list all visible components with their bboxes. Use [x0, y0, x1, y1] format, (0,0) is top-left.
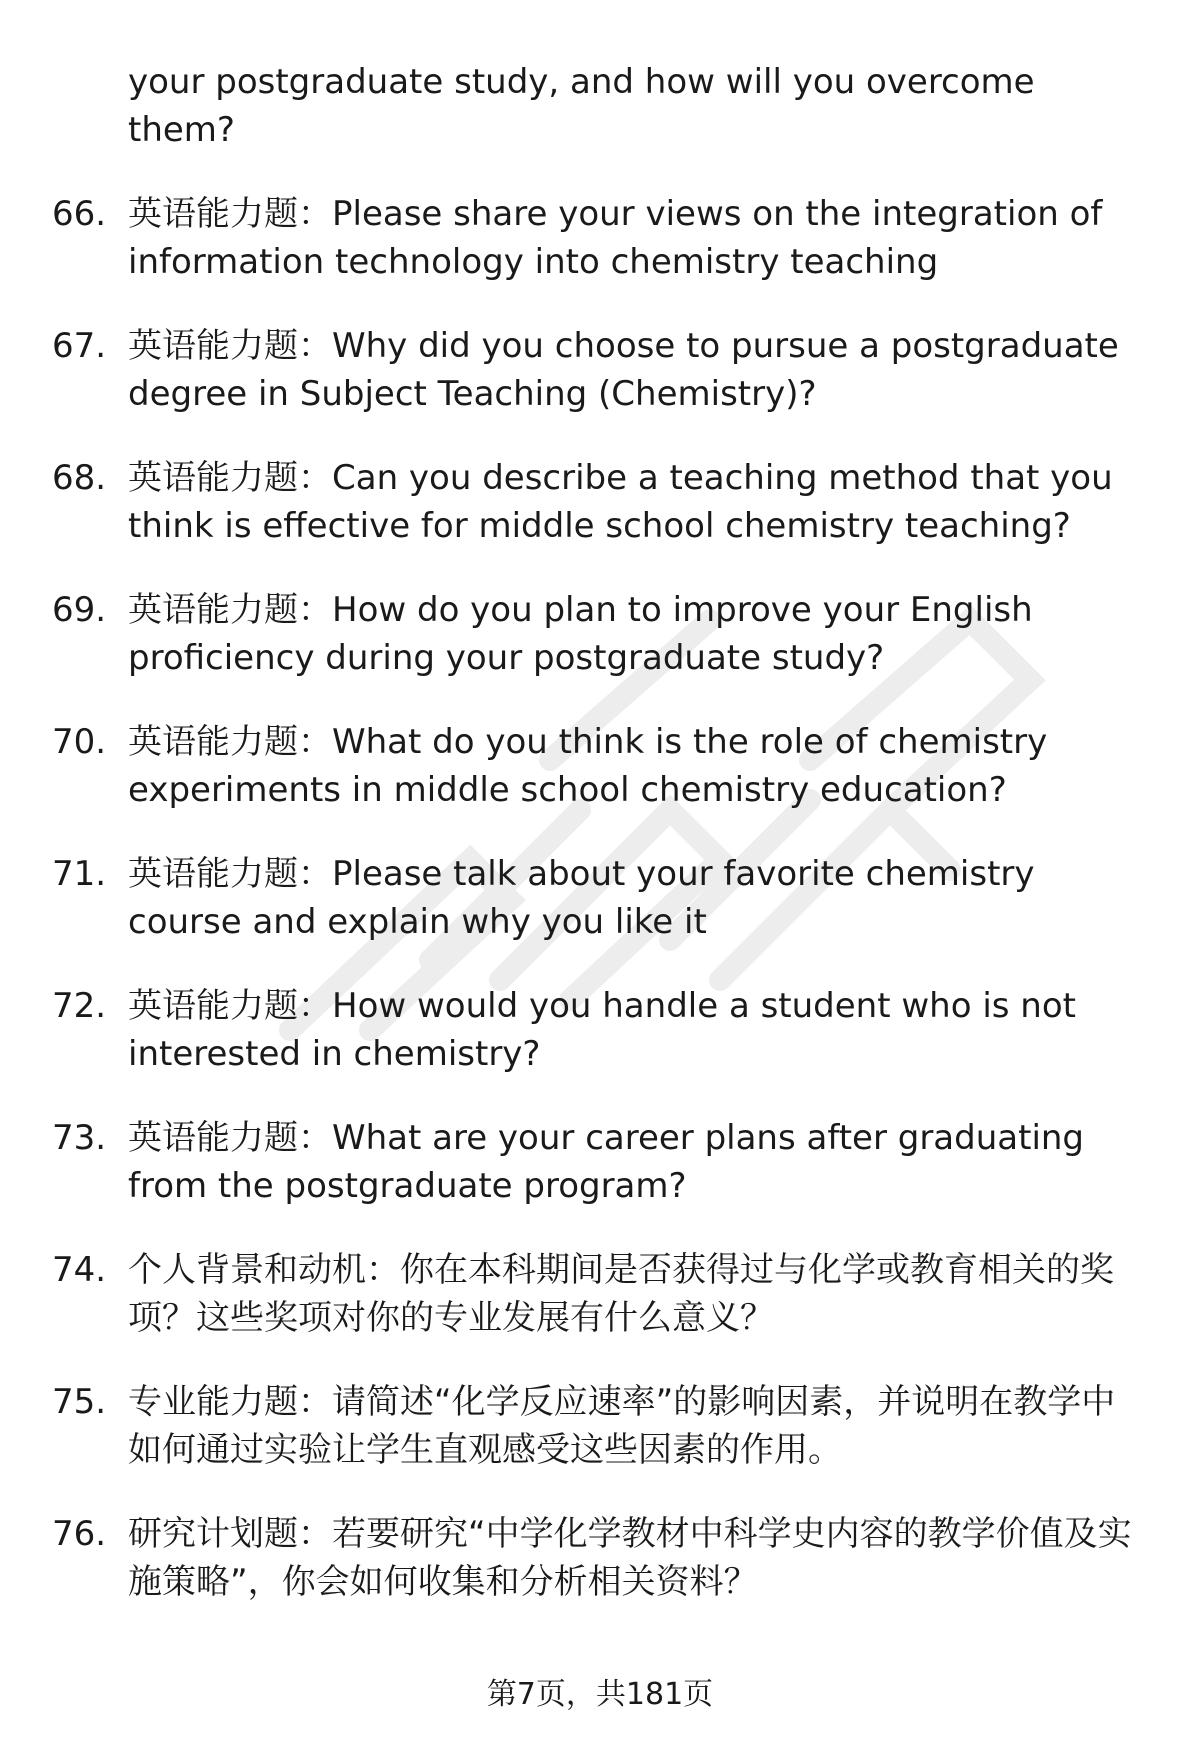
question-number: 72.	[52, 986, 107, 1026]
question-item	[0, 1246, 1200, 1378]
question-text: 英语能力题：What are your career plans after graduating from the postgraduate program?	[128, 1118, 1085, 1206]
question-number: 68.	[52, 458, 107, 498]
question-item	[0, 982, 1200, 1114]
question-number: 74.	[52, 1250, 107, 1290]
question-number: 67.	[52, 326, 107, 366]
question-text: 英语能力题：What do you think is the role of chemistry experiments in middle school chemistry education?	[128, 722, 1048, 810]
question-text: 英语能力题：Can you describe a teaching method that you think is effective for middle school chemistry teaching?	[128, 458, 1113, 546]
question-item	[0, 1510, 1200, 1642]
question-number: 70.	[52, 722, 107, 762]
question-item	[0, 1114, 1200, 1246]
page-number-footer: 第7页，共181页	[486, 1677, 714, 1712]
question-list	[0, 190, 1200, 1642]
question-number: 75.	[52, 1382, 107, 1422]
question-text: 个人背景和动机：你在本科期间是否获得过与化学或教育相关的奖项？这些奖项对你的专业发展有什么意义？	[128, 1250, 1114, 1338]
question-text: 英语能力题：Why did you choose to pursue a postgraduate degree in Subject Teaching (Chemistry)?	[128, 326, 1119, 414]
question-text: 英语能力题：Please talk about your favorite chemistry course and explain why you like it	[128, 854, 1035, 942]
question-text: 研究计划题：若要研究“中学化学教材中科学史内容的教学价值及实施策略”，你会如何收集和分析相关资料？	[128, 1514, 1132, 1602]
continued-question-text: your postgraduate study, and how will you overcome them?	[128, 62, 1035, 150]
question-item	[0, 718, 1200, 850]
question-item	[0, 1378, 1200, 1510]
question-item	[0, 322, 1200, 454]
question-item	[0, 190, 1200, 322]
question-number: 66.	[52, 194, 107, 234]
question-number: 73.	[52, 1118, 107, 1158]
question-item	[0, 586, 1200, 718]
question-item	[0, 454, 1200, 586]
question-number: 71.	[52, 854, 107, 894]
question-text: 英语能力题：How would you handle a student who is not interested in chemistry?	[128, 986, 1076, 1074]
question-number: 69.	[52, 590, 107, 630]
question-text: 专业能力题：请简述“化学反应速率”的影响因素，并说明在教学中如何通过实验让学生直观感受这些因素的作用。	[128, 1382, 1116, 1470]
question-number: 76.	[52, 1514, 107, 1554]
question-item	[0, 850, 1200, 982]
question-text: 英语能力题：How do you plan to improve your English proficiency during your postgraduate study?	[128, 590, 1033, 678]
question-text: 英语能力题：Please share your views on the integration of information technology into chemistry teaching	[128, 194, 1103, 282]
